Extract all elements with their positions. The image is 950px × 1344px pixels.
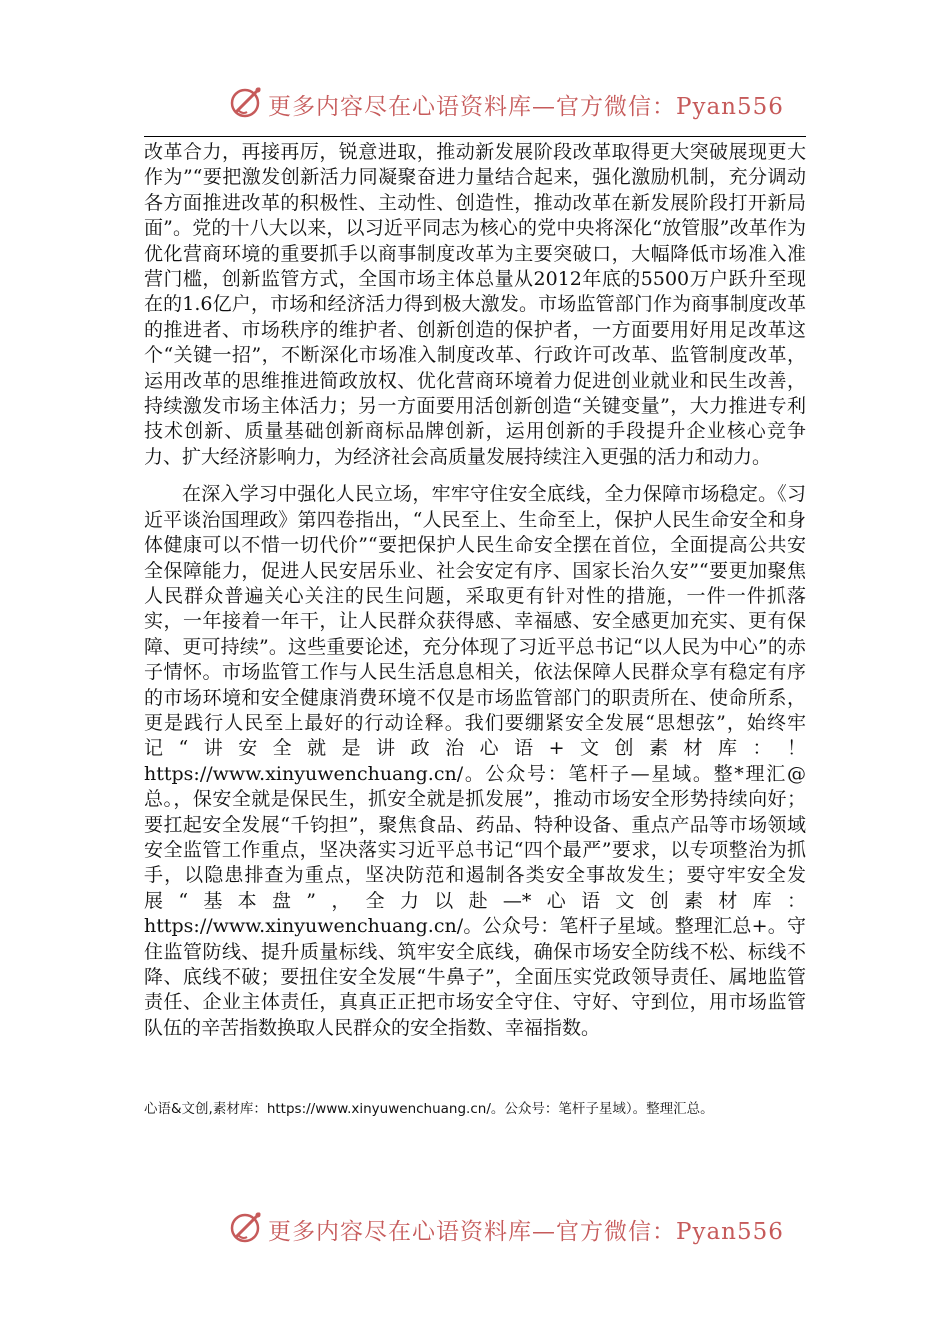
document-body [144,140,806,1041]
brush-logo-icon [228,1209,264,1245]
footer-banner-text: 更多内容尽在心语资料库—官方微信：Pyan556 [268,1219,784,1245]
header-banner-text: 更多内容尽在心语资料库—官方微信：Pyan556 [268,94,784,120]
brush-logo-icon [228,84,264,120]
paragraph-2: 在深入学习中强化人民立场，牢牢守住安全底线，全力保障市场稳定。《习近平谈治国理政》第四卷指出，“人民至上、生命至上，保护人民生命安全和身体健康可以不惜一切代价”“要把保护人民生命安全摆在首位，全面提高公共安全保障能力，促进人民安居乐业、社会安定有序、国家长治久安”“要更加聚焦人民群众普遍关心关注的民生问题，采取更有针对性的措施，一件一件抓落实，一年接着一年干，让人民群众获得感、幸福感、安全感更加充实、更有保障、更可持续”。这些重要论述，充分体现了习近平总书记“以人民为中心”的赤子情怀。市场监管工作与人民生活息息相关，依法保障人民群众享有稳定有序的市场环境和安全健康消费环境不仅是市场监管部门的职责所在、使命所系，更是践行人民至上最好的行动诠释。我们要绷紧安全发展“思想弦”，始终牢记“讲安全就是讲政治心语+文创素材库：！https://www.xinyuwenchuang.cn/。公众号：笔杆子—星域。整*理汇@总。，保安全就是保民生，抓安全就是抓发展”，推动市场安全形势持续向好；要扛起安全发展“千钧担”，聚焦食品、药品、特种设备、重点产品等市场领域安全监管工作重点，坚决落实习近平总书记“四个最严”要求，以专项整治为抓手，以隐患排查为重点，坚决防范和遏制各类安全事故发生；要守牢安全发展“基本盘”，全力以赴—*心语文创素材库：https://www.xinyuwenchuang.cn/。公众号：笔杆子星域。整理汇总+。守住监管防线、提升质量标线、筑牢安全底线，确保市场安全防线不松、标线不降、底线不破；要扭住安全发展“牛鼻子”，全面压实党政领导责任、属地监管责任、企业主体责任，真真正正把市场安全守住、守好、守到位，用市场监管队伍的辛苦指数换取人民群众的安全指数、幸福指数。 [144,483,806,1039]
source-note: 心语&文创,素材库：https://www.xinyuwenchuang.cn/。公众号：笔杆子星域）。整理汇总。 [144,1101,714,1117]
footer-banner [0,1207,950,1251]
header-divider [144,136,806,137]
header-banner [0,82,950,126]
paragraph-1: 改革合力，再接再厉，锐意进取，推动新发展阶段改革取得更大突破展现更大作为”“要把激发创新活力同凝聚奋进力量结合起来，强化激励机制，充分调动各方面推进改革的积极性、主动性、创造性，推动改革在新发展阶段打开新局面”。党的十八大以来，以习近平同志为核心的党中央将深化“放管服”改革作为优化营商环境的重要抓手以商事制度改革为主要突破口，大幅降低市场准入准营门槛，创新监管方式，全国市场主体总量从2012年底的5500万户跃升至现在的1.6亿户，市场和经济活力得到极大激发。市场监管部门作为商事制度改革的推进者、市场秩序的维护者、创新创造的保护者，一方面要用好用足改革这个“关键一招”，不断深化市场准入制度改革、行政许可改革、监管制度改革，运用改革的思维推进简政放权、优化营商环境着力促进创业就业和民生改善，持续激发市场主体活力；另一方面要用活创新创造“关键变量”，大力推进专利技术创新、质量基础创新商标品牌创新，运用创新的手段提升企业核心竞争力、扩大经济影响力，为经济社会高质量发展持续注入更强的活力和动力。 [144,141,806,468]
